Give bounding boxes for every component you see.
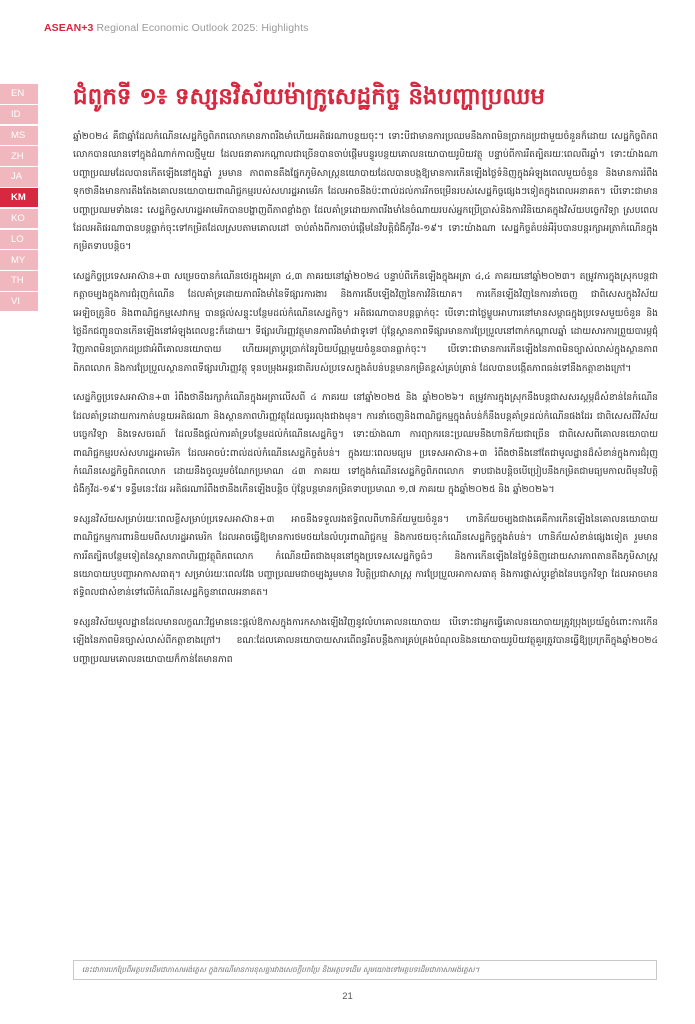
chapter-title: ជំពូកទី ១៖ ទស្សនវិស័យម៉ាក្រូសេដ្ឋកិច្ច និងបញ្ហាប្រឈម	[73, 84, 546, 110]
lang-tab-km[interactable]: KM	[0, 188, 38, 208]
paragraph-5: ទស្សនវិស័យមូលដ្ឋានដែលមានលក្ខណៈវិជ្ជមាននេះផ្តល់ឱកាសក្នុងការកសាងឡើងវិញនូវលំហគោលនយោបាយ បើទោះជាអ្នកធ្វើគោលនយោបាយត្រូវប្រុងប្រយ័ត្នចំពោះការកើនឡើងនៃភាពមិនច្បាស់លាស់ពីកត្តាខាងក្រៅ។ ខណៈដែលគោលនយោបាយសារពើពន្ធរឹតបន្តឹងការគ្រប់គ្រងបំណុលនិងនយោបាយរូបិយវត្ថុគួរត្រូវបានធ្វើឱ្យប្រក្រតីក្នុងឆ្នាំ២០២៤ បញ្ហាប្រឈមគោលនយោបាយក៏កាន់តែមានភាព	[73, 616, 658, 665]
paragraph-1: ឆ្នាំ២០២៤ គឺជាឆ្នាំដែលកំណើនសេដ្ឋកិច្ចពិភពលោកមានភាពរឹងមាំហើយអតិផរណាបន្ថយចុះ។ ទោះបីជាមានការប្រឈមនឹងភាពមិនប្រាកដប្រជាមួយចំនួនក៏ដោយ សេដ្ឋកិច្ចពិភពលោកបានឈានទៅក្នុងដំណាក់កាលថ្មីមួយ ដែលធនាគារកណ្តាលជាច្រើនបានចាប់ផ្តើមបន្ធូរបន្ថយគោលនយោបាយរូបិយវត្ថុ បន្ទាប់ពីការរឹតត្បិតរយៈពេលពីរឆ្នាំ។ ទោះយ៉ាងណា បញ្ហាប្រឈមដែលបានកើតឡើងនៅក្នុងឆ្នាំ រួមមាន ភាពតានតឹងផ្នែកភូមិសាស្ត្រនយោបាយដែលបានបង្កឱ្យមានការកើនឡើងថ្លៃទំនិញក្នុងអំឡុងពេលមួយចំនួន និងមានការរំពឹងទុកថានឹងមានការតឹងតែងគោលនយោបាយពាណិជ្ជកម្មរបស់សហរដ្ឋអាមេរិក ដែលអាចនឹងប៉ះពាល់ដល់ការរីកចម្រើនរបស់សេដ្ឋកិច្ចផ្សេងៗទៀតក្នុងពេលអនាគត។ បើទោះជាមានបញ្ហាប្រឈមទាំងនេះ សេដ្ឋកិច្ចសហរដ្ឋអាមេរិកបានបង្ហាញពីភាពខ្លាំងក្លា ដែលគាំទ្រដោយភាពរឹងមាំនៃចំណាយរបស់អ្នកប្រើប្រាស់និងការវិនិយោគក្នុងវិស័យបច្ចេកវិទ្យា ស្របពេលដែលអតិផរណាបានបន្តធ្លាក់ចុះទៅកម្រិតដែលស្របតាមគោលដៅ ចាប់តាំងពីការចាប់ផ្តើមនៃវិបត្តិជំងឺកូវីដ-១៩។ ទោះយ៉ាងណា សេដ្ឋកិច្ចតំបន់អឺរ៉ុបបានបន្តរក្សាអត្រាកំណើនក្នុងកម្រិតទាបបន្តិច។	[73, 131, 658, 253]
lang-tab-ko[interactable]: KO	[0, 209, 38, 229]
lang-tab-ja[interactable]: JA	[0, 167, 38, 187]
paragraph-2: សេដ្ឋកិច្ចប្រទេសអាស៊ាន+៣ សម្រេចបានកំណើនថេរក្នុងអត្រា ៤,៣ ភាគរយនៅឆ្នាំ២០២៤ បន្ទាប់ពីកើនឡើងក្នុងអត្រា ៤,៤ ភាគរយនៅឆ្នាំ២០២៣។ តម្រូវការក្នុងស្រុកបន្តជាកត្តាចម្បងក្នុងការជំរុញកំណើន ដែលគាំទ្រដោយភាពរឹងមាំនៃទីផ្សារការងារ និងការងើបឡើងវិញនៃការវិនិយោគ។ ការកើនឡើងវិញនៃការនាំចេញ ជាពិសេសក្នុងវិស័យអេឡិចត្រូនិច និងពាណិជ្ជកម្មសេវាកម្ម បានផ្តល់សន្ទុះបន្ថែមដល់កំណើនសេដ្ឋកិច្ច។ អតិផរណាបានបន្តធ្លាក់ចុះ បើទោះជាថ្លៃម្ហូបអាហារនៅមានសម្ពាធក្នុងប្រទេសមួយចំនួន និងថ្លៃដឹកជញ្ជូនបានកើនឡើងនៅអំឡុងពេលខ្លះក៏ដោយ។ ទីផ្សារហិរញ្ញវត្ថុមានភាពរឹងមាំជាទូទៅ ប៉ុន្តែស្ថានភាពទីផ្សារមានការប្រែប្រួលនៅពាក់កណ្តាលឆ្នាំ ដោយសារការព្រួយបារម្ភជុំវិញភាពមិនប្រាកដប្រជាអំពីគោលនយោបាយ ហើយអត្រាប្តូរប្រាក់នៃរូបិយប័ណ្ណមួយចំនួនបានធ្លាក់ចុះ។ បើទោះជាមានការកើនឡើងនៃភាពមិនច្បាស់លាស់ក្នុងស្ថានភាពពិភពលោក និងការប្រែប្រួលស្ថានភាពទីផ្សារហិរញ្ញវត្ថុ ទុនបម្រុងអន្តរជាតិរបស់ប្រទេសក្នុងតំបន់បន្តមានកម្រិតខ្ពស់គ្រប់គ្រាន់ ដែលបានបង្កើតភាពធន់ទៅនឹងកត្តាខាងក្រៅ។	[73, 270, 658, 374]
lang-tab-lo[interactable]: LO	[0, 230, 38, 250]
page-number: 21	[342, 991, 353, 1002]
lang-tab-th[interactable]: TH	[0, 271, 38, 291]
lang-tab-id[interactable]: ID	[0, 105, 38, 125]
header-title: Regional Economic Outlook 2025: Highlights	[93, 22, 309, 34]
paragraph-3: សេដ្ឋកិច្ចប្រទេសអាស៊ាន+៣ រំពឹងថានឹងរក្សាកំណើនក្នុងអត្រាលើសពី ៤ ភាគរយ នៅឆ្នាំ២០២៥ និង ឆ្នាំ២០២៦។ តម្រូវការក្នុងស្រុកនឹងបន្តជាសសរស្តម្ភដ៏សំខាន់នៃកំណើន ដែលគាំទ្រដោយការកាត់បន្ថយអតិផរណា និងស្ថានភាពហិរញ្ញវត្ថុដែលធូររលុងជាងមុន។ ការនាំចេញនិងពាណិជ្ជកម្មក្នុងតំបន់ក៏នឹងបន្តគាំទ្រដល់កំណើនផងដែរ ជាពិសេសពីវិស័យបច្ចេកវិទ្យា និងទេសចរណ៍ ដែលនឹងផ្តល់ការគាំទ្របន្ថែមដល់កំណើនសេដ្ឋកិច្ច។ ទោះយ៉ាងណា ការព្យាករនេះប្រឈមនឹងហានិភ័យជាច្រើន ជាពិសេសពីគោលនយោបាយពាណិជ្ជកម្មរបស់សហរដ្ឋអាមេរិក ដែលអាចប៉ះពាល់ដល់កំណើនសេដ្ឋកិច្ចតំបន់។ ក្នុងរយៈពេលមធ្យម ប្រទេសអាស៊ាន+៣ រំពឹងថានឹងនៅតែជាមូលដ្ឋានដ៏សំខាន់ក្នុងការជំរុញកំណើនសេដ្ឋកិច្ចពិភពលោក ដោយនឹងចូលរួមចំណែកប្រមាណ ៤៣ ភាគរយ ទៅក្នុងកំណើនសេដ្ឋកិច្ចពិភពលោក ទាបជាងបន្តិចបើប្រៀបនឹងកម្រិតជាមធ្យមកាលពីមុនវិបត្តិជំងឺកូវីដ-១៩។ ទន្ទឹមនេះដែរ អតិផរណារំពឹងថានឹងកើនឡើងបន្តិច ប៉ុន្តែបន្តមានកម្រិតទាបប្រមាណ ១,៧ ភាគរយ ក្នុងឆ្នាំ២០២៥ និង ឆ្នាំ២០២៦។	[73, 392, 658, 496]
lang-tab-ms[interactable]: MS	[0, 126, 38, 146]
lang-tab-my[interactable]: MY	[0, 250, 38, 270]
body-text	[73, 128, 658, 680]
paragraph-4: ទស្សនវិស័យសម្រាប់រយៈពេលខ្លីសម្រាប់ប្រទេសអាស៊ាន+៣ អាចនឹងទទួលរងឥទ្ធិពលពីហានិភ័យមួយចំនួន។ ហានិភ័យចម្បងជាងគេគឺការកើនឡើងនៃគោលនយោបាយពាណិជ្ជកម្មការពារនិយមពីសហរដ្ឋអាមេរិក ដែលអាចធ្វើឱ្យមានការថមថយនៃលំហូរពាណិជ្ជកម្ម និងការថយចុះកំណើនសេដ្ឋកិច្ចក្នុងតំបន់។ ហានិភ័យសំខាន់ផ្សេងទៀត រួមមាន ការរឹតត្បិតបន្ថែមទៀតនៃស្ថានភាពហិរញ្ញវត្ថុពិភពលោក កំណើនយឺតជាងមុននៅក្នុងប្រទេសសេដ្ឋកិច្ចធំៗ និងការកើនឡើងនៃថ្លៃទំនិញដោយសារភាពតានតឹងភូមិសាស្ត្រនយោបាយឬបញ្ហាអាកាសធាតុ។ សម្រាប់រយៈពេលវែង បញ្ហាប្រឈមជាចម្បងរួមមាន វិបត្តិប្រជាសាស្ត្រ ការប្រែប្រួលអាកាសធាតុ និងការផ្លាស់ប្តូរខ្លាំងនៃបច្ចេកវិទ្យា ដែលអាចមានឥទ្ធិពលជាសំខាន់ទៅលើកំណើនសេដ្ឋកិច្ចនាពេលអនាគត។	[73, 513, 658, 599]
lang-tab-zh[interactable]: ZH	[0, 146, 38, 166]
language-nav	[0, 84, 38, 313]
report-header	[44, 22, 308, 34]
translation-note: នេះជាការបកប្រែពីអត្ថបទដើមជាភាសាអង់គ្លេស ក្នុងករណីមានការខុសគ្នារវាងសេចក្តីបកប្រែ និងអត្ថបទដើម សូមយោងទៅអត្ថបទដើមជាភាសាអង់គ្លេស។	[73, 960, 657, 980]
lang-tab-en[interactable]: EN	[0, 84, 38, 104]
lang-tab-vi[interactable]: VI	[0, 292, 38, 312]
header-brand: ASEAN+3	[44, 22, 94, 34]
